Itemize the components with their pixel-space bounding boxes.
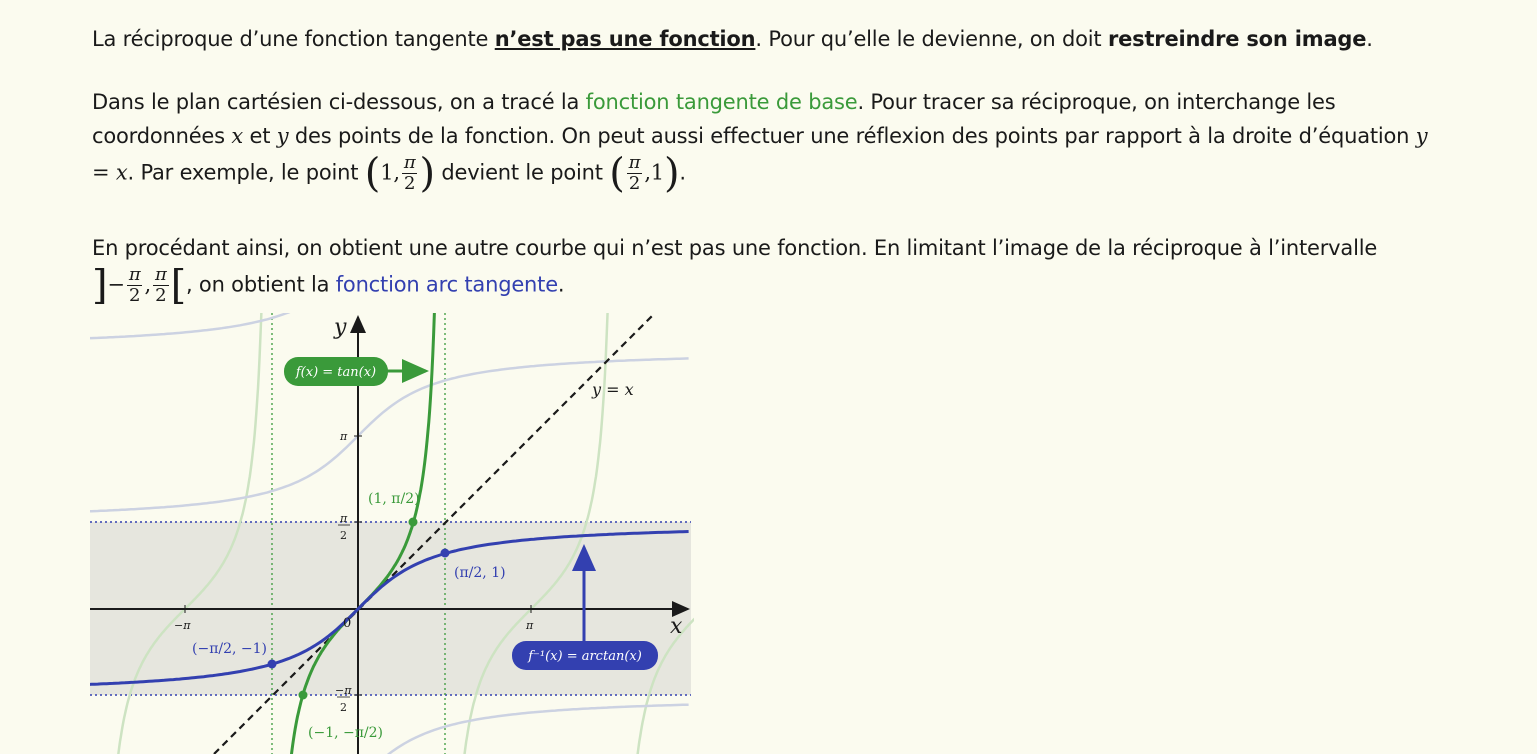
point-label-tan-negative: (−1, −π/2) [308,725,384,741]
math-point-2: ( $\frac{\pi}{2}$ ,1) [609,150,680,197]
origin-label: 0 [343,616,352,631]
text: . [1366,27,1373,51]
text: . [557,272,565,297]
emphasis-bold: restreindre son image [1107,27,1367,51]
point-tan-positive [409,518,418,527]
function-graph [90,313,694,754]
numerator: π [340,512,348,525]
text: , on obtient la [185,272,336,297]
arctan-label: f⁻¹(x) = arctan(x) [528,649,642,664]
fraction [402,153,418,194]
math-point-1: (1, $\frac{\pi}{2}$ ) [364,150,435,197]
math-text: 1, [380,160,400,185]
math-equation: y = x [92,124,1428,185]
fraction [127,265,143,306]
link-arctan-function[interactable]: fonction arc tangente [335,272,558,297]
numerator: −π [335,684,352,697]
denominator: 2 [340,529,347,542]
point-arctan-negative [268,660,277,669]
numerator: π [403,152,416,173]
math-interval: ]− $\frac{\pi}{2}$ , $\frac{\pi}{2}$ [ [92,262,186,309]
numerator: π [628,152,641,173]
paragraph-3 [92,231,1432,309]
math-text: ,1 [644,160,664,185]
axis-x-label: x [670,614,683,639]
text: . Pour tracer sa réciproque, on interchange les coordonnées [92,90,1336,148]
math-text: − [107,272,125,297]
text: En procédant ainsi, on obtient une autre courbe qui n’est pas une fonction. En limitant l’image de la réciproque à l’intervalle [92,236,1378,260]
point-label-tan-positive: (1, π/2) [368,491,420,507]
denominator: 2 [404,173,416,194]
tick-label-x-neg-pi: −π [174,619,191,632]
fraction [153,265,169,306]
denominator: 2 [129,285,141,306]
faint-arctan-branch [90,705,689,754]
point-label-arctan-negative: (−π/2, −1) [192,641,268,657]
axis-y-label: y [334,315,347,340]
paragraph-2 [92,85,1432,197]
text: . [679,160,686,185]
text: . Pour qu’elle le devienne, on doit [755,27,1108,51]
tick-label-x-pi: π [526,619,534,632]
text: Dans le plan cartésien ci-dessous, on a tracé la [92,90,586,114]
text: devient le point [434,160,610,185]
text: La réciproque d’une fonction tangente [92,27,495,51]
denominator: 2 [340,701,347,714]
paragraph-1 [92,22,1373,56]
text: et [243,124,277,148]
emphasis-underlined: n’est pas une fonction [494,27,756,51]
text: des points de la fonction. On peut aussi effectuer une réflexion des points par rapport à la droite d’équation [288,124,1416,148]
numerator: π [154,264,167,285]
tick-label-y-neg-half-pi [335,684,352,714]
faint-arctan-branch [90,313,689,339]
link-tangent-function[interactable]: fonction tangente de base [585,90,858,114]
point-arctan-positive [441,549,450,558]
denominator: 2 [628,173,641,194]
numerator: π [128,264,141,285]
math-y: y [276,124,289,148]
point-label-arctan-positive: (π/2, 1) [454,565,506,581]
tan-label: f(x) = tan(x) [295,365,377,380]
fraction [627,153,643,194]
point-tan-negative [299,691,308,700]
identity-line-label: y = x [592,380,634,399]
denominator: 2 [155,285,167,306]
text: . Par exemple, le point [127,160,365,185]
math-x: x [231,124,244,148]
math-text: , [144,272,151,297]
tick-label-y-pi: π [340,430,348,443]
